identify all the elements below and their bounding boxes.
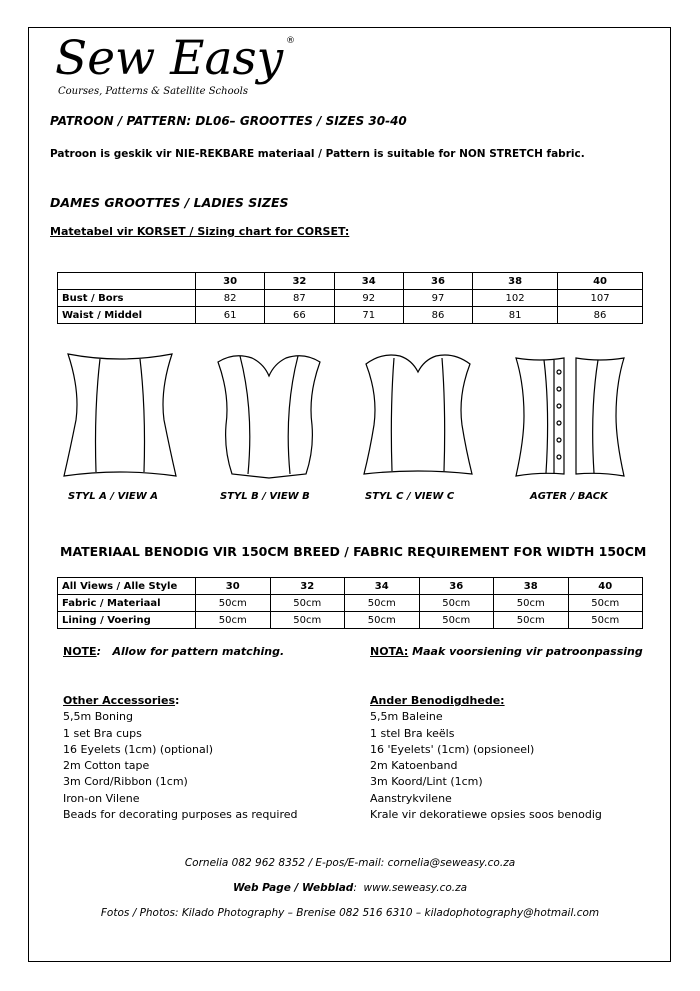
row-label: Waist / Middel <box>58 307 196 324</box>
footer-web: Web Page / Webblad: www.seweasy.co.za <box>232 882 468 894</box>
table-cell: 50cm <box>196 612 271 629</box>
list-item: 2m Cotton tape <box>63 759 150 773</box>
table-cell: 50cm <box>345 595 420 612</box>
view-c-label: STYL C / VIEW C <box>365 491 455 502</box>
nota-text: Maak voorsiening vir patroonpassing <box>412 645 643 658</box>
list-item: 16 'Eyelets' (1cm) (opsioneel) <box>370 742 535 756</box>
table-cell: 50cm <box>270 595 345 612</box>
note-afrikaans <box>370 645 643 658</box>
pattern-heading: PATROON / PATTERN: DL06– GROOTTES / SIZES 30-40 <box>50 114 407 128</box>
note-english: NOTE: Allow for pattern matching. <box>63 645 285 658</box>
table-cell: 50cm <box>270 612 345 629</box>
back-view-label: AGTER / BACK <box>530 491 608 502</box>
table-cell: 102 <box>473 290 558 307</box>
list-item: 3m Koord/Lint (1cm) <box>370 775 483 789</box>
table-cell: 50cm <box>419 595 494 612</box>
corset-view-b-icon <box>214 350 324 482</box>
table-cell: 92 <box>334 290 403 307</box>
table-cell: 50cm <box>196 595 271 612</box>
table-row <box>58 307 643 324</box>
corset-view-c-icon <box>358 350 478 482</box>
table-row <box>58 290 643 307</box>
list-item: 3m Cord/Ribbon (1cm) <box>63 775 188 789</box>
benodigdhede-heading: Ander Benodigdhede: <box>370 694 505 707</box>
table-cell: 34 <box>334 273 403 290</box>
footer-photos: Fotos / Photos: Kilado Photography – Brenise 082 516 6310 – kiladophotography@hotmail.com <box>100 907 600 919</box>
table-row <box>58 273 643 290</box>
table-cell: 71 <box>334 307 403 324</box>
row-label: Lining / Voering <box>58 612 196 629</box>
list-item: Aanstrykvilene <box>370 791 452 805</box>
row-label: Fabric / Materiaal <box>58 595 196 612</box>
table-cell: 66 <box>265 307 334 324</box>
accessories-afrikaans <box>370 693 602 823</box>
table-row <box>58 578 643 595</box>
table-cell <box>58 273 196 290</box>
list-item: 1 set Bra cups <box>63 726 142 740</box>
table-row <box>58 612 643 629</box>
list-item: 2m Katoenband <box>370 759 458 773</box>
list-item: 5,5m Boning <box>63 710 133 724</box>
list-item: 1 stel Bra keëls <box>370 726 455 740</box>
sizing-table <box>57 272 643 324</box>
table-cell: 50cm <box>568 612 643 629</box>
list-item: 5,5m Baleine <box>370 710 443 724</box>
note-label: NOTE <box>63 645 97 658</box>
table-cell: 86 <box>403 307 472 324</box>
table-cell: 40 <box>568 578 643 595</box>
table-cell: 32 <box>265 273 334 290</box>
table-cell: 38 <box>473 273 558 290</box>
view-a-label: STYL A / VIEW A <box>68 491 159 502</box>
sizes-heading: DAMES GROOTTES / LADIES SIZES <box>50 195 289 210</box>
corset-back-icon <box>510 350 630 482</box>
table-cell: All Views / Alle Style <box>58 578 196 595</box>
table-cell: 50cm <box>494 595 569 612</box>
table-cell: 97 <box>403 290 472 307</box>
table-cell: 32 <box>270 578 345 595</box>
brand-logo: Sew Easy <box>55 31 284 86</box>
sizing-chart-title: Matetabel vir KORSET / Sizing chart for CORSET: <box>50 225 350 238</box>
nota-label: NOTA: <box>370 645 409 658</box>
table-cell: 82 <box>196 290 265 307</box>
list-item: Beads for decorating purposes as required <box>63 808 298 822</box>
fabric-suitability-note: Patroon is geskik vir NIE-REKBARE materiaal / Pattern is suitable for NON STRETCH fabric. <box>50 148 585 160</box>
table-cell: 50cm <box>345 612 420 629</box>
web-link[interactable]: www.seweasy.co.za <box>363 882 468 894</box>
table-cell: 30 <box>196 578 271 595</box>
fabric-table <box>57 577 643 629</box>
table-cell: 86 <box>558 307 643 324</box>
list-item: Krale vir dekoratiewe opsies soos benodig <box>370 808 602 822</box>
table-row <box>58 595 643 612</box>
view-b-label: STYL B / VIEW B <box>220 491 310 502</box>
accessories-english: Other Accessories: 5,5m Boning 1 set Bra cups 16 Eyelets (1cm) (optional) 2m Cotton tape 3m Cord/Ribbon (1cm) Iron-on Vilene Beads for decorating purposes as required <box>63 693 297 823</box>
list-item: Iron-on Vilene <box>63 791 140 805</box>
table-cell: 30 <box>196 273 265 290</box>
table-cell: 34 <box>345 578 420 595</box>
table-cell: 40 <box>558 273 643 290</box>
table-cell: 107 <box>558 290 643 307</box>
table-cell: 36 <box>419 578 494 595</box>
accessories-heading: Other Accessories <box>63 694 176 707</box>
footer-contact: Cornelia 082 962 8352 / E-pos/E-mail: cornelia@seweasy.co.za <box>184 857 516 869</box>
table-cell: 87 <box>265 290 334 307</box>
note-text: Allow for pattern matching. <box>112 645 285 658</box>
table-cell: 50cm <box>568 595 643 612</box>
list-item: 16 Eyelets (1cm) (optional) <box>63 742 214 756</box>
corset-view-a-icon <box>60 350 180 482</box>
table-cell: 50cm <box>494 612 569 629</box>
table-cell: 38 <box>494 578 569 595</box>
fabric-requirement-heading: MATERIAAL BENODIG VIR 150CM BREED / FABRIC REQUIREMENT FOR WIDTH 150CM <box>60 544 647 559</box>
table-cell: 61 <box>196 307 265 324</box>
web-label: Web Page / Webblad <box>232 882 354 894</box>
table-cell: 81 <box>473 307 558 324</box>
table-cell: 50cm <box>419 612 494 629</box>
registered-mark: ® <box>286 36 295 46</box>
table-cell: 36 <box>403 273 472 290</box>
row-label: Bust / Bors <box>58 290 196 307</box>
brand-tagline: Courses, Patterns & Satellite Schools <box>58 86 248 97</box>
